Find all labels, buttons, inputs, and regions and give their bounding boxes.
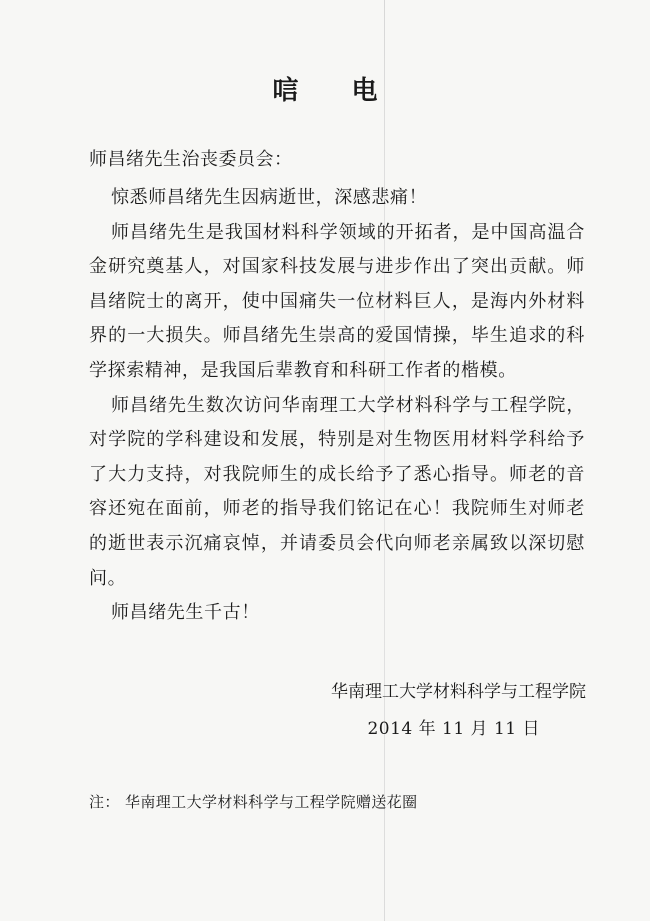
letter-body: [89, 181, 585, 631]
salutation: 师昌绪先生治丧委员会：: [89, 149, 293, 170]
paragraph-contributions: 师昌绪先生是我国材料科学领域的开拓者，是中国高温合金研究奠基人，对国家科技发展与进步作出了突出贡献。师昌绪院士的离开，使中国痛失一位材料巨人，是海内外材料界的一大损失。师昌绪先生崇高的爱国情操，毕生追求的科学探索精神，是我国后辈教育和科研工作者的楷模。: [89, 221, 585, 381]
letter-title: 唁 电: [272, 76, 400, 106]
footnote: 注： 华南理工大学材料科学与工程学院赠送花圈: [89, 793, 418, 811]
signature-organization: 华南理工大学材料科学与工程学院: [331, 682, 586, 702]
signature-date: 2014 年 11 月 11 日: [367, 719, 540, 739]
paragraph-visits: 师昌绪先生数次访问华南理工大学材料科学与工程学院，对学院的学科建设和发展，特别是对生物医用材料学科给予了大力支持，对我院师生的成长给予了悉心指导。师老的音容还宛在面前，师老的指导我们铭记在心！我院师生对师老的逝世表示沉痛哀悼，并请委员会代向师老亲属致以深切慰问。: [89, 394, 585, 589]
paragraph-closing: 师昌绪先生千古！: [111, 602, 260, 624]
paragraph-condolence-opening: 惊悉师昌绪先生因病逝世，深感悲痛！: [111, 187, 428, 208]
